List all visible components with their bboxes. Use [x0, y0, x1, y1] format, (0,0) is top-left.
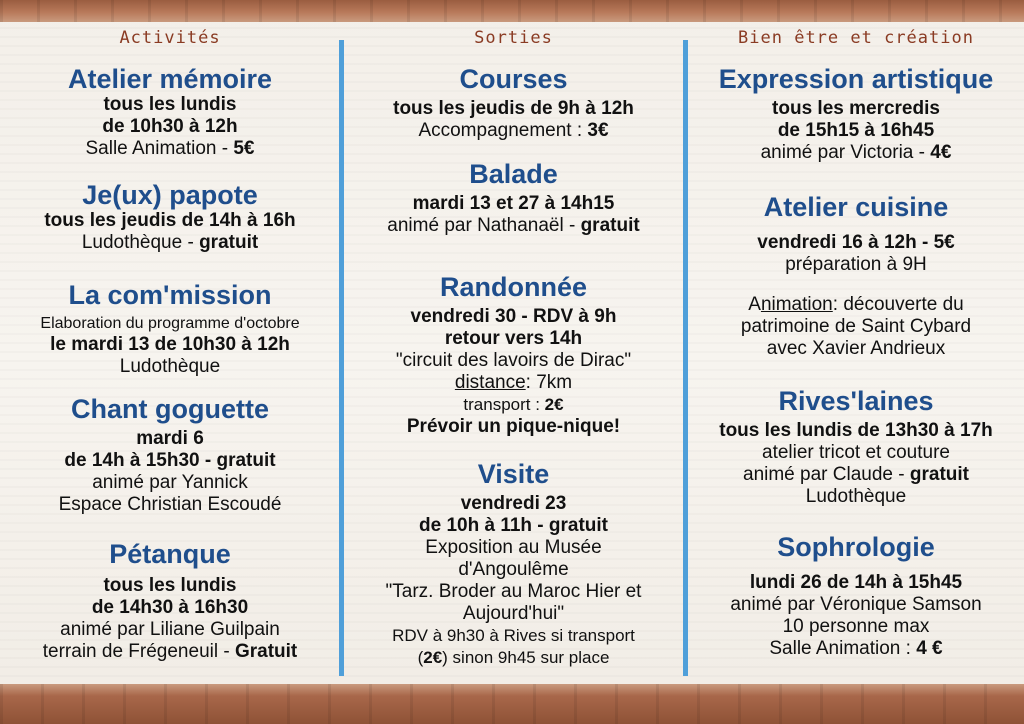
place-line: Ludothèque — [119, 356, 221, 377]
section-atelier-memoire — [0, 64, 340, 160]
price: 3€ — [587, 120, 609, 141]
rdv-text: ) sinon 9h45 sur place — [442, 648, 610, 667]
date-line: mardi 6 — [136, 428, 204, 449]
section-heading: Atelier cuisine — [763, 192, 949, 222]
place-line: Ludothèque — [805, 486, 907, 507]
schedule-line: tous les jeudis de 14h à 16h — [44, 210, 296, 231]
schedule-line: mardi 13 et 27 à 14h15 — [412, 193, 615, 214]
section-atelier-cuisine — [688, 192, 1024, 360]
price-line — [344, 120, 683, 142]
price: 2€ — [544, 395, 564, 414]
distance-label: distance — [454, 372, 526, 393]
transport-line — [344, 394, 683, 416]
column-title: Activités — [119, 28, 221, 48]
exhibit-title-line-2: Aujourd'hui" — [462, 603, 565, 624]
section-heading: Atelier mémoire — [67, 64, 273, 94]
host-text: animé par Victoria - — [760, 142, 931, 163]
animation-text: : découverte du — [832, 294, 964, 315]
section-balade — [344, 159, 683, 237]
date-line: vendredi 30 - RDV à 9h — [410, 306, 617, 327]
section-heading: La com'mission — [68, 280, 272, 310]
section-heading: Courses — [459, 64, 568, 94]
section-heading: Rives'laines — [778, 386, 934, 416]
schedule-line: tous les lundis — [103, 94, 237, 115]
section-sophrologie — [688, 532, 1024, 660]
schedule-line: tous les lundis de 13h30 à 17h — [719, 420, 993, 441]
prep-line: préparation à 9H — [785, 254, 927, 275]
section-jeux-papote — [0, 180, 340, 254]
service-text: Accompagnement : — [418, 120, 588, 141]
place-price-line — [0, 138, 340, 160]
column-activites — [0, 22, 340, 684]
place-price-line — [0, 232, 340, 254]
route-line: "circuit des lavoirs de Dirac" — [395, 350, 632, 371]
section-heading: Pétanque — [109, 539, 231, 569]
rdv-price-line — [344, 647, 683, 669]
exhibit-line: Exposition au Musée — [425, 537, 602, 558]
section-visite — [344, 459, 683, 669]
price: 5€ — [233, 138, 255, 159]
section-heading: Sophrologie — [777, 532, 935, 562]
host-line: animé par Yannick — [92, 472, 248, 493]
distance-value: : 7km — [525, 372, 573, 393]
price: Gratuit — [234, 641, 298, 662]
section-petanque — [0, 539, 340, 663]
place-text: Salle Animation - — [85, 138, 234, 159]
museum-line: d'Angoulême — [458, 559, 569, 580]
schedule-line: tous les mercredis — [772, 98, 940, 119]
section-heading: Chant goguette — [71, 394, 269, 424]
distance-line — [344, 372, 683, 394]
section-expression-artistique — [688, 64, 1024, 164]
schedule-line: vendredi 16 à 12h - 5€ — [757, 232, 955, 253]
place-text: Salle Animation : — [769, 638, 917, 659]
section-heading: Visite — [477, 459, 550, 489]
host-price-line — [688, 464, 1024, 486]
section-la-commission — [0, 280, 340, 378]
animation-initial: A — [748, 294, 761, 315]
section-chant-goguette — [0, 394, 340, 516]
heritage-line: patrimoine de Saint Cybard — [740, 316, 972, 337]
section-rives-laines — [688, 386, 1024, 508]
activity-line: atelier tricot et couture — [762, 442, 950, 463]
animation-label: nimation — [760, 294, 833, 315]
column-title: Bien être et création — [738, 28, 974, 48]
time-line: de 10h à 11h - gratuit — [419, 515, 608, 536]
description-line: Elaboration du programme d'octobre — [40, 315, 300, 332]
paren: ( — [417, 648, 424, 667]
schedule-line: lundi 26 de 14h à 15h45 — [749, 572, 963, 593]
price: 4 € — [916, 638, 943, 659]
host-line: animé par Liliane Guilpain — [60, 619, 280, 640]
column-title: Sorties — [474, 28, 553, 48]
place-price-line — [688, 638, 1024, 660]
wood-border-top — [0, 0, 1024, 22]
host-price-line — [344, 215, 683, 237]
wood-border-bottom — [0, 684, 1024, 724]
column-sorties — [344, 22, 683, 684]
host-line: animé par Véronique Samson — [730, 594, 982, 615]
column-bien-etre — [688, 22, 1024, 684]
time-line: de 15h15 à 16h45 — [777, 120, 935, 141]
schedule-line: tous les lundis — [103, 575, 237, 596]
section-courses — [344, 64, 683, 142]
return-line: retour vers 14h — [444, 328, 583, 349]
place-text: Ludothèque - — [81, 232, 200, 253]
place-price-line — [0, 641, 340, 663]
exhibit-title-line: "Tarz. Broder au Maroc Hier et — [385, 581, 642, 602]
price: 4€ — [930, 142, 952, 163]
note-line: Prévoir un pique-nique! — [406, 416, 621, 437]
capacity-line: 10 personne max — [782, 616, 930, 637]
price: gratuit — [909, 464, 969, 485]
schedule-line: tous les jeudis de 9h à 12h — [393, 98, 634, 119]
section-heading: Randonnée — [439, 272, 587, 302]
transport-text: transport : — [463, 395, 545, 414]
schedule-line: le mardi 13 de 10h30 à 12h — [50, 334, 290, 355]
animation-line — [688, 294, 1024, 316]
rdv-line: RDV à 9h30 à Rives si transport — [392, 626, 635, 645]
section-heading: Je(ux) papote — [82, 180, 258, 210]
host-text: animé par Claude - — [743, 464, 910, 485]
time-line: de 14h30 à 16h30 — [91, 597, 249, 618]
host-price-line — [688, 142, 1024, 164]
price: gratuit — [199, 232, 259, 253]
host-text: animé par Nathanaël - — [387, 215, 581, 236]
section-heading: Balade — [469, 159, 558, 189]
time-line: de 10h30 à 12h — [102, 116, 238, 137]
section-heading: Expression artistique — [718, 64, 994, 94]
price: 2€ — [423, 648, 443, 667]
place-text: terrain de Frégeneuil - — [42, 641, 235, 662]
price: gratuit — [580, 215, 640, 236]
time-line: de 14h à 15h30 - gratuit — [64, 450, 276, 471]
section-randonnee — [344, 272, 683, 438]
guide-line: avec Xavier Andrieux — [766, 338, 946, 359]
place-line: Espace Christian Escoudé — [58, 494, 282, 515]
date-line: vendredi 23 — [460, 493, 567, 514]
